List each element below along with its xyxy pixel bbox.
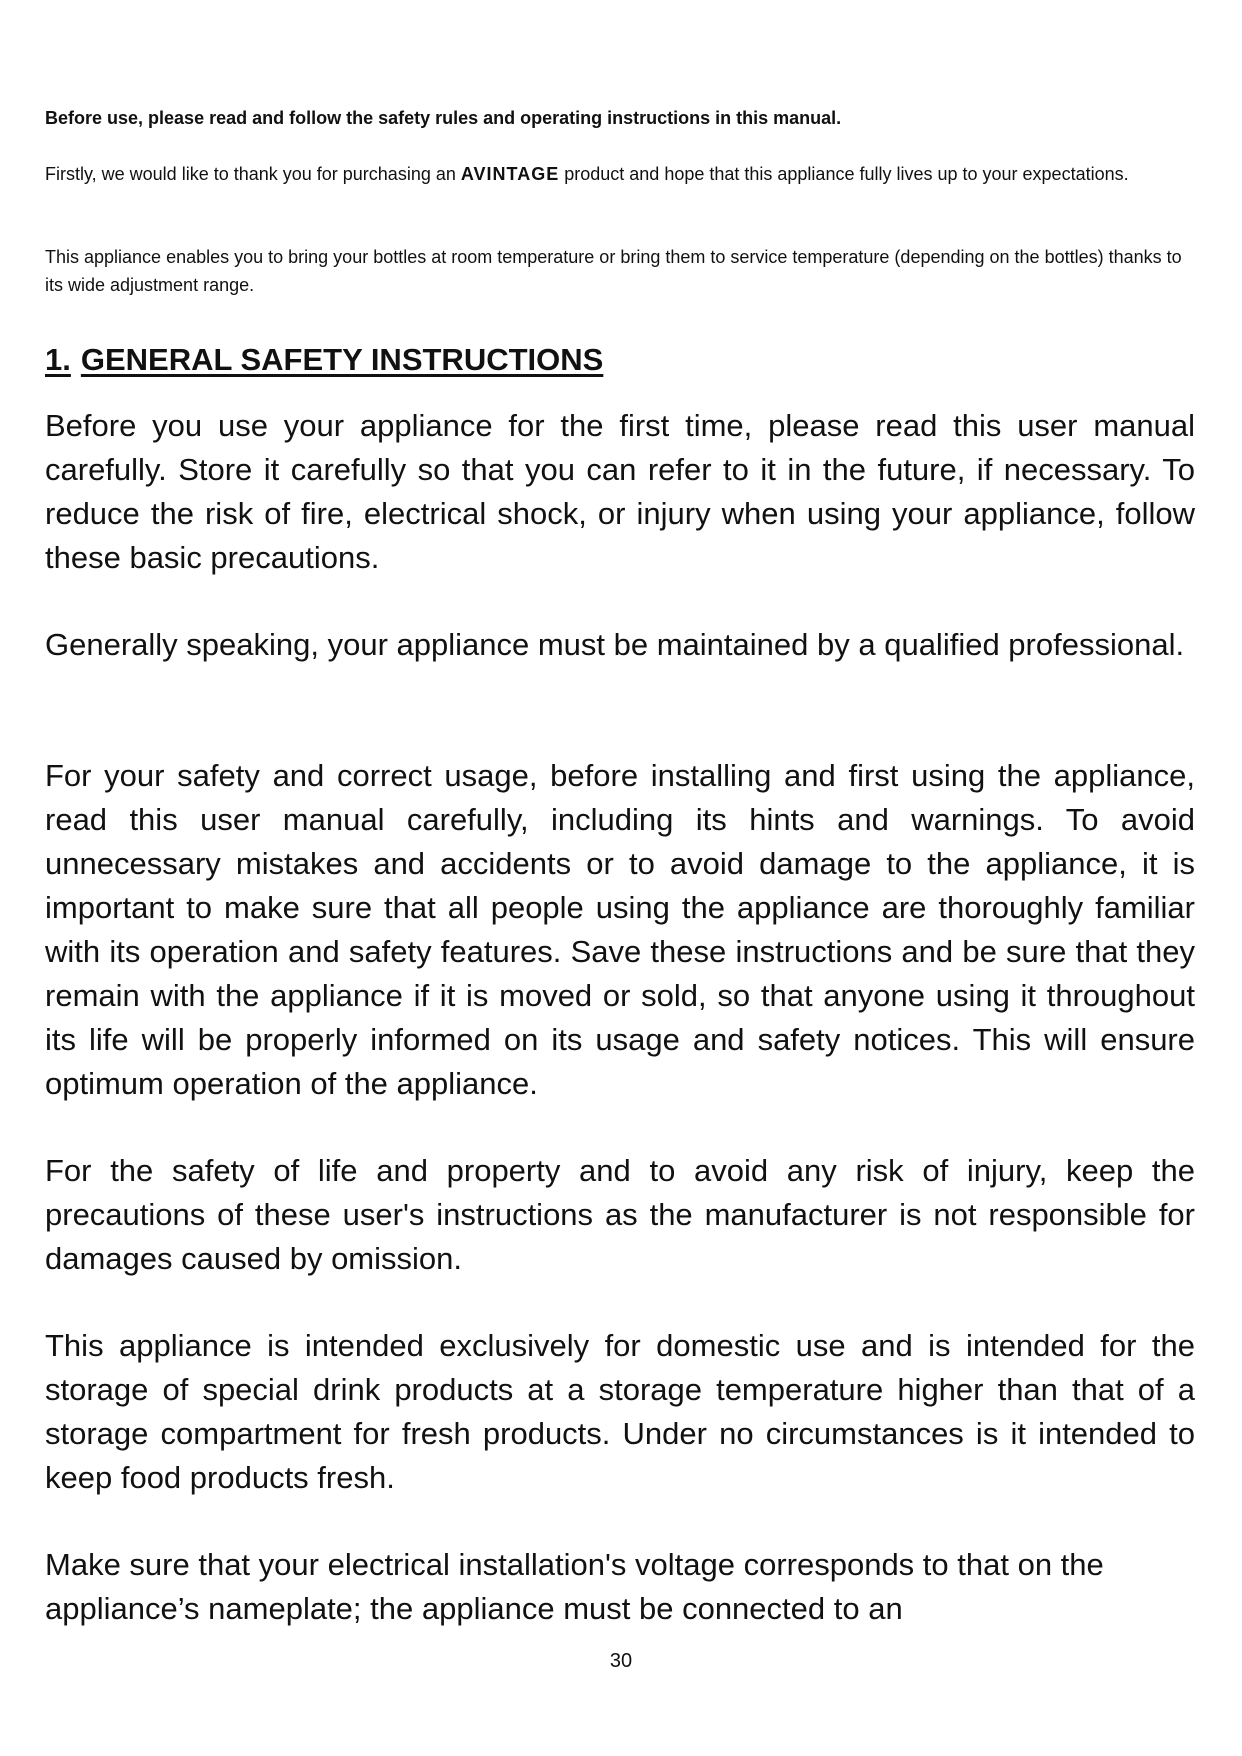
- paragraph-voltage: Make sure that your electrical installation's voltage corresponds to that on the appliance’s nameplate; the appliance must be connected to an: [45, 1547, 1104, 1626]
- intro-range: This appliance enables you to bring your bottles at room temperature or bring them to service temperature (depending on the bottles) thanks to its wide adjustment range.: [45, 247, 1182, 295]
- paragraph-safety-of-life: For the safety of life and property and to avoid any risk of injury, keep the precautions of these user's instructions as the manufacturer is not responsible for damages caused by omission.: [45, 1153, 1195, 1276]
- paragraph-maintenance: Generally speaking, your appliance must be maintained by a qualified professional.: [45, 627, 1185, 662]
- section-number: 1.: [45, 342, 71, 377]
- intro-thanks-before: Firstly, we would like to thank you for purchasing an: [45, 164, 456, 184]
- page-number: 30: [609, 1650, 633, 1672]
- section-heading: [45, 340, 603, 380]
- paragraph-correct-usage: For your safety and correct usage, before installing and first using the appliance, read this user manual carefully, including its hints and warnings. To avoid unnecessary mistakes and accidents or to avoid damage to the appliance, it is important to make sure that all people using the appliance are thoroughly familiar with its operation and safety features. Save these instructions and be sure that they remain with the appliance if it is moved or sold, so that anyone using it throughout its life will be properly informed on its usage and safety notices. This will ensure optimum operation of the appliance.: [45, 758, 1195, 1101]
- intro-thanks: [45, 160, 1195, 188]
- read-notice: Before use, please read and follow the safety rules and operating instructions in this manual.: [45, 108, 842, 128]
- paragraph-first-use: Before you use your appliance for the first time, please read this user manual carefully. Store it carefully so that you can refer to it in the future, if necessary. To reduce the risk of fire, electrical shock, or injury when using your appliance, follow these basic precautions.: [45, 408, 1195, 575]
- paragraph-domestic-use: This appliance is intended exclusively for domestic use and is intended for the storage of special drink products at a storage temperature higher than that of a storage compartment for fresh products. Under no circumstances is it intended to keep food products fresh.: [45, 1328, 1195, 1495]
- intro-thanks-after: product and hope that this appliance fully lives up to your expectations.: [564, 164, 1129, 184]
- section-title: GENERAL SAFETY INSTRUCTIONS: [80, 342, 604, 377]
- brand-name: AVINTAGE: [460, 164, 560, 184]
